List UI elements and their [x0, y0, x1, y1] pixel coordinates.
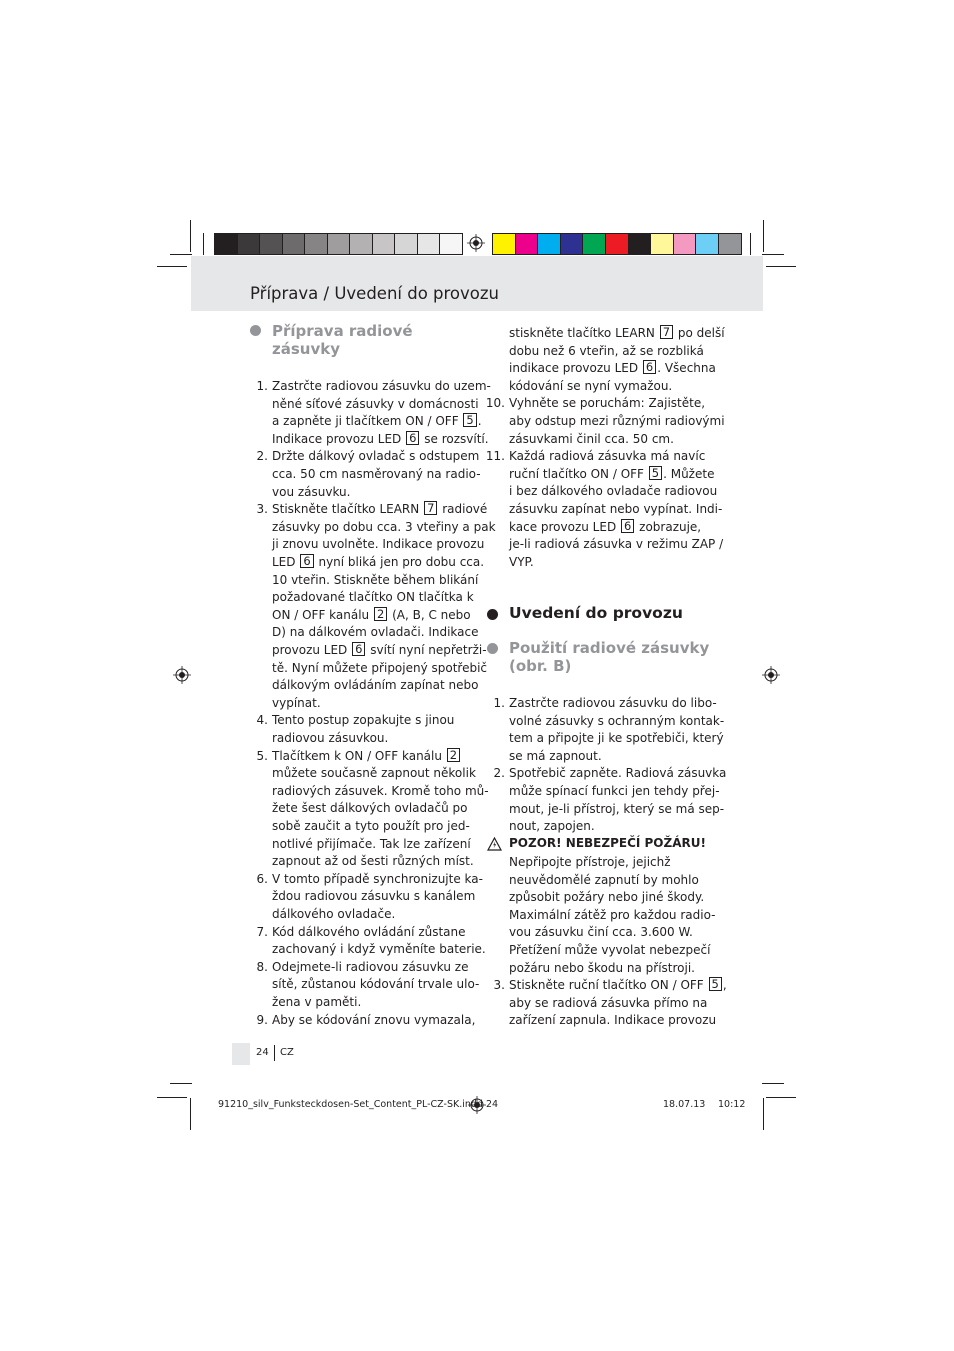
list-item-text: a zapněte ji tlačítkem ON / OFF 5 . — [272, 413, 482, 429]
crop-mark — [170, 1083, 192, 1084]
color-swatch — [628, 233, 652, 255]
color-swatch — [417, 233, 441, 255]
list-item-text: žete šest dálkových ovladačů po — [272, 801, 468, 816]
color-swatch — [372, 233, 396, 255]
callout-number-box: 5 — [463, 413, 476, 427]
callout-number-box: 5 — [649, 466, 662, 480]
color-swatch — [214, 233, 238, 255]
list-item-text: Zastrčte radiovou zásuvku do uzem- — [272, 379, 491, 393]
page-number: 24 — [256, 1047, 269, 1058]
list-item-text: zapnout až od šesti různých míst. — [272, 854, 474, 869]
list-item-text: mout, je-li přístroj, který se má sep- — [509, 801, 725, 816]
list-item-text: zásuvku zapínat nebo vypínat. Indi- — [509, 502, 723, 516]
list-item-text: Nepřipojte přístroje, jejichž — [509, 855, 671, 869]
list-item-text: notlivé přijímače. Tak lze zařízení — [272, 836, 471, 851]
list-item-text: aby se radiová zásuvka přímo na — [509, 995, 708, 1010]
callout-number-box: 6 — [300, 554, 313, 568]
list-item-text: požadované tlačítko ON tlačítka k — [272, 590, 474, 605]
section-title-pouziti: Použití radiové zásuvky (obr. B) — [509, 639, 710, 675]
list-item-text: tem a připojte ji ke spotřebiči, který — [509, 731, 724, 746]
list-item-text: způsobit požáry nebo jiné škody. — [509, 890, 705, 905]
list-item-text: se má zapnout. — [509, 748, 602, 763]
crop-mark — [157, 266, 187, 267]
list-item-text: kace provozu LED 6 zobrazuje, — [509, 518, 702, 534]
warning-title: POZOR! NEBEZPEČÍ POŽÁRU! — [509, 836, 706, 850]
list-item-text: 10 vteřin. Stiskněte během blikání — [272, 572, 479, 587]
list-item-number: 11. — [485, 449, 505, 464]
list-item-text: dobu než 6 vteřin, až se rozbliká — [509, 343, 704, 358]
crop-mark — [190, 220, 191, 252]
list-item-text: žena v paměti. — [272, 995, 362, 1009]
list-item-text: radiových zásuvek. Kromě toho mů- — [272, 783, 489, 798]
footer-strip — [232, 1043, 250, 1065]
crop-mark — [190, 1098, 191, 1130]
color-swatch — [515, 233, 539, 255]
list-item-number: 7. — [256, 924, 268, 939]
callout-number-box: 5 — [709, 977, 722, 991]
color-swatch — [349, 233, 373, 255]
list-item-number: 8. — [256, 959, 268, 974]
list-item-text: ji znovu uvolněte. Indikace provozu — [272, 537, 485, 552]
list-item-text: nout, zapojen. — [509, 819, 595, 834]
list-item-text: dálkovým ovládáním zapínat nebo — [272, 678, 479, 693]
list-item-text: požáru nebo škodu na přístroji. — [509, 960, 695, 975]
list-item-number: 1. — [256, 379, 268, 393]
section-bullet-icon — [250, 325, 261, 336]
list-item-text: provozu LED 6 svítí nyní nepřetrži- — [272, 642, 487, 657]
color-swatch — [492, 233, 516, 255]
list-item-text: i bez dálkového ovladače radiovou — [509, 484, 718, 499]
list-item-text: Indikace provozu LED 6 se rozsvítí. — [272, 430, 489, 446]
list-item-text: LED 6 nyní bliká jen pro dobu cca. — [272, 554, 485, 569]
list-item-text: Přetížení může vyvolat nebezpečí — [509, 943, 711, 957]
list-item-number: 2. — [493, 766, 505, 781]
list-item-text: radiovou zásuvkou. — [272, 731, 389, 745]
slug-file-name: 91210_silv_Funksteckdosen-Set_Content_PL-CZ-SK.indd 24 — [218, 1099, 499, 1110]
color-swatch — [327, 233, 351, 255]
list-item-text: stiskněte tlačítko LEARN 7 po delší — [509, 325, 725, 340]
callout-number-box: 6 — [643, 360, 656, 374]
list-item-text: dálkového ovladače. — [272, 907, 396, 921]
crop-mark — [763, 1098, 764, 1130]
color-swatch — [673, 233, 697, 255]
crop-mark — [763, 220, 764, 252]
registration-mark-icon — [173, 666, 191, 684]
callout-number-box: 7 — [660, 325, 673, 339]
crop-mark — [170, 254, 192, 255]
callout-number-box: 2 — [374, 607, 387, 621]
list-item-text: Spotřebič zapněte. Radiová zásuvka — [509, 766, 727, 781]
list-item-number: 4. — [256, 713, 268, 728]
list-item-text: Kód dálkového ovládání zůstane — [272, 924, 466, 939]
list-item-text: Odejmete-li radiovou zásuvku ze — [272, 959, 469, 974]
list-item-number: 2. — [256, 449, 268, 464]
crop-mark — [762, 1083, 784, 1084]
list-item-text: Vyhněte se poruchám: Zajistěte, — [509, 396, 706, 411]
color-swatch — [439, 233, 463, 255]
color-swatch — [537, 233, 561, 255]
callout-number-box: 7 — [424, 501, 437, 515]
list-item-text: VYP. — [509, 554, 534, 569]
color-swatch — [605, 233, 629, 255]
callout-number-box: 6 — [621, 519, 634, 533]
list-item-text: Zastrčte radiovou zásuvku do libo- — [509, 696, 717, 710]
color-swatch — [394, 233, 418, 255]
section-title: Příprava radiové zásuvky — [272, 322, 413, 358]
list-item-text: vou zásuvku. — [272, 484, 351, 499]
list-item-text: ON / OFF kanálu 2 (A, B, C nebo — [272, 606, 471, 622]
crop-mark — [762, 254, 784, 255]
list-item-number: 6. — [256, 871, 268, 886]
list-item-text: neuvědomělé zapnutí by mohlo — [509, 872, 699, 887]
list-item-text: zásuvkami činil cca. 50 cm. — [509, 431, 674, 446]
list-item-text: Tento postup zopakujte s jinou — [272, 713, 455, 728]
list-item-text: něné síťové zásuvky v domácnosti — [272, 396, 479, 411]
list-item-text: sobě zaučit a tyto použít pro jed- — [272, 819, 470, 833]
list-item-text: ždou radiovou zásuvku s kanálem — [272, 889, 476, 904]
page-title: Příprava / Uvedení do provozu — [250, 284, 500, 303]
crop-mark — [750, 233, 751, 255]
list-item-number: 10. — [485, 396, 505, 411]
list-item-text: Stiskněte ruční tlačítko ON / OFF 5 , — [509, 977, 727, 992]
list-item-text: zásuvky po dobu cca. 3 vteřiny a pak — [272, 519, 496, 534]
list-item-text: cca. 50 cm nasměrovaný na radio- — [272, 467, 481, 481]
callout-number-box: 6 — [406, 431, 419, 445]
color-swatch — [237, 233, 261, 255]
list-item-number: 3. — [256, 502, 268, 517]
list-item-text: Tlačítkem k ON / OFF kanálu 2 — [272, 748, 461, 766]
list-item-text: Aby se kódování znovu vymazala, — [272, 1012, 476, 1027]
crop-mark — [766, 266, 796, 267]
registration-mark-icon — [467, 234, 485, 252]
callout-number-box: 6 — [352, 642, 365, 656]
list-item-text: můžete současně zapnout několik — [272, 766, 476, 781]
list-item-text: vypínat. — [272, 695, 321, 710]
color-swatch — [718, 233, 742, 255]
crop-mark — [203, 233, 204, 255]
list-item-text: Držte dálkový ovladač s odstupem — [272, 449, 480, 464]
list-item-text: indikace provozu LED 6 . Všechna — [509, 360, 716, 376]
list-item-text: ruční tlačítko ON / OFF 5 . Můžete — [509, 465, 715, 481]
crop-mark — [766, 1097, 796, 1098]
list-item-text: volné zásuvky s ochranným kontak- — [509, 713, 725, 728]
page-lang: CZ — [280, 1047, 294, 1058]
color-swatch — [582, 233, 606, 255]
warning-icon — [487, 836, 502, 855]
section-bullet-icon — [487, 643, 498, 654]
list-item-number: 9. — [256, 1012, 268, 1027]
list-item-text: aby odstup mezi různými radiovými — [509, 414, 725, 428]
list-item-text: sítě, zůstanou kódování trvale ulo- — [272, 977, 480, 992]
list-item-text: Maximální zátěž pro každou radio- — [509, 907, 716, 922]
list-item-number: 3. — [493, 978, 505, 992]
list-item-text: zachovaný i když vyměníte baterie. — [272, 942, 486, 957]
slug-date: 18.07.13 — [663, 1099, 706, 1110]
list-item-text: Stiskněte tlačítko LEARN 7 radiové — [272, 501, 488, 517]
registration-mark-icon — [762, 666, 780, 684]
color-swatch — [304, 233, 328, 255]
list-item-text: je-li radiová zásuvka v režimu ZAP / — [509, 537, 724, 552]
color-swatch — [560, 233, 584, 255]
list-item-number: 1. — [493, 696, 505, 710]
list-item-text: Každá radiová zásuvka má navíc — [509, 449, 706, 464]
section-title-uvedeni: Uvedení do provozu — [509, 604, 683, 622]
list-item-text: vou zásuvku činí cca. 3.600 W. — [509, 925, 693, 940]
color-swatch — [282, 233, 306, 255]
color-swatch — [695, 233, 719, 255]
list-item-text: tě. Nyní můžete připojený spotřebič — [272, 660, 488, 675]
list-item-text: zařízení zapnula. Indikace provozu — [509, 1013, 717, 1028]
color-swatch — [259, 233, 283, 255]
color-swatch — [650, 233, 674, 255]
list-item-text: kódování se nyní vymažou. — [509, 378, 673, 393]
section-bullet-icon — [487, 609, 498, 620]
callout-number-box: 2 — [447, 748, 460, 762]
list-item-text: V tomto případě synchronizujte ka- — [272, 871, 483, 886]
crop-mark — [157, 1097, 187, 1098]
list-item-text: D) na dálkovém ovladači. Indikace — [272, 625, 479, 640]
slug-time: 10:12 — [718, 1099, 746, 1110]
list-item-number: 5. — [256, 748, 268, 763]
list-item-text: může spínací funkci jen tehdy přej- — [509, 784, 720, 798]
footer-divider — [274, 1045, 275, 1061]
